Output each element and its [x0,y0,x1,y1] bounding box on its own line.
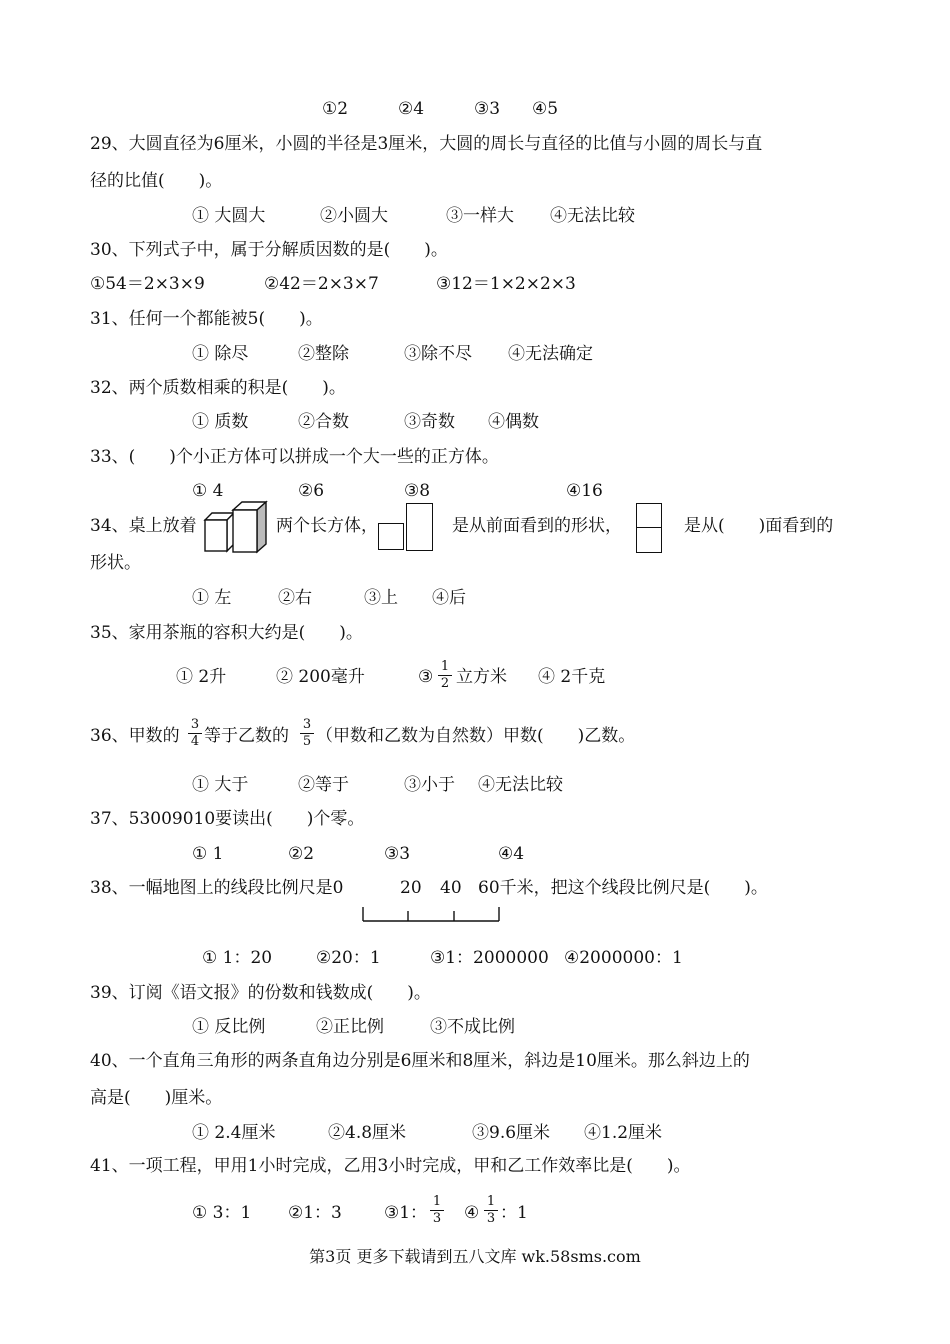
q37-option-4: ④4 [498,844,525,864]
q33-option-2: ②6 [298,481,325,501]
q29-option-3: ③一样大 [446,206,514,226]
q35-option-3-unit: 立方米 [456,667,507,687]
q34-text-part4: 是从( )面看到的 [684,516,834,536]
q40-text-line1: 40、一个直角三角形的两条直角边分别是6厘米和8厘米，斜边是10厘米。那么斜边上的 [90,1051,750,1071]
q35-fraction-numerator: 1 [438,660,452,676]
q37-option-3: ③3 [384,844,411,864]
q32-option-4: ④偶数 [488,412,539,432]
q34-side-view-top [636,503,662,529]
q38-scale-tick-20: 20 [400,878,422,898]
q41-fraction-a-numerator: 1 [430,1195,444,1211]
q34-front-view-tall [406,503,433,551]
q33-option-4: ④16 [566,481,603,501]
q37-text: 37、53009010要读出( )个零。 [90,809,365,829]
q31-option-2: ②整除 [298,344,349,364]
q38-text-part2: 60千米，把这个线段比例尺是( )。 [478,878,768,898]
q34-option-4: ④后 [432,588,466,608]
q36-text-part2: 等于乙数的 [204,726,289,746]
q33-option-3: ③8 [404,481,431,501]
q29-text-line2: 径的比值( )。 [90,171,223,191]
q36-option-1: ① 大于 [192,775,249,795]
q38-option-1: ① 1：20 [202,948,273,968]
q34-text-part3: 是从前面看到的形状， [452,516,622,536]
q37-option-1: ① 1 [192,844,224,864]
q40-option-4: ④1.2厘米 [584,1123,663,1143]
q30-option-2: ②42＝2×3×7 [264,274,379,294]
q30-text: 30、下列式子中，属于分解质因数的是( )。 [90,240,448,260]
q38-scale-tick-40: 40 [440,878,462,898]
q40-option-1: ① 2.4厘米 [192,1123,276,1143]
q35-option-2: ② 200毫升 [276,667,365,687]
q32-option-3: ③奇数 [404,412,455,432]
q41-fraction-b-numerator: 1 [484,1195,498,1211]
q28-option-1: ①2 [322,99,349,119]
q31-option-4: ④无法确定 [508,344,593,364]
q34-option-1: ① 左 [192,588,232,608]
q40-option-3: ③9.6厘米 [472,1123,551,1143]
q41-option-2: ②1：3 [288,1203,342,1223]
q30-option-1: ①54＝2×3×9 [90,274,205,294]
q35-option-1: ① 2升 [176,667,227,687]
q29-option-4: ④无法比较 [550,206,635,226]
q36-option-3: ③小于 [404,775,455,795]
q34-option-2: ②右 [278,588,312,608]
q38-text-part1: 38、一幅地图上的线段比例尺是0 [90,878,344,898]
q31-option-1: ① 除尽 [192,344,249,364]
q35-fraction-denominator: 2 [440,676,450,691]
q41-option-4-suffix: ：1 [500,1203,528,1223]
q34-tall-cuboid [233,502,266,552]
q39-option-2: ②正比例 [316,1017,384,1037]
q39-option-3: ③不成比例 [430,1017,515,1037]
q41-option-4-prefix: ④ [464,1203,480,1223]
q38-option-4: ④2000000：1 [564,948,683,968]
q28-option-3: ③3 [474,99,501,119]
q38-scale-bar [360,905,504,925]
q38-option-3: ③1：2000000 [430,948,549,968]
q41-fraction-one-third-b [484,1195,498,1226]
q36-fraction-three-quarters [188,718,202,749]
q38-option-2: ②20：1 [316,948,381,968]
q39-option-1: ① 反比例 [192,1017,266,1037]
q34-side-view-bottom [636,527,662,553]
q35-option-4: ④ 2千克 [538,667,606,687]
q36-text-part3: （甲数和乙数为自然数）甲数( )乙数。 [316,726,636,746]
q36-fraction-three-fifths [300,718,314,749]
page-footer: 第3页 更多下载请到五八文库 wk.58sms.com [309,1247,641,1266]
q32-option-1: ① 质数 [192,412,249,432]
q29-text-line1: 29、大圆直径为6厘米，小圆的半径是3厘米，大圆的周长与直径的比值与小圆的周长与直 [90,134,763,154]
q32-option-2: ②合数 [298,412,349,432]
q41-text: 41、一项工程，甲用1小时完成，乙用3小时完成，甲和乙工作效率比是( )。 [90,1156,691,1176]
q36-fraction2-numerator: 3 [300,718,314,734]
q36-option-4: ④无法比较 [478,775,563,795]
q40-text-line2: 高是( )厘米。 [90,1088,223,1108]
q36-fraction1-numerator: 3 [188,718,202,734]
q34-text-part1: 34、桌上放着 [90,516,197,536]
q34-option-3: ③上 [364,588,398,608]
q31-text: 31、任何一个都能被5( )。 [90,309,323,329]
q35-fraction-one-half [438,660,452,691]
q33-text: 33、( )个小正方体可以拼成一个大一些的正方体。 [90,447,499,467]
q40-option-2: ②4.8厘米 [328,1123,407,1143]
q41-option-3-prefix: ③1： [384,1203,428,1223]
q34-cuboids-figure [202,500,270,554]
q34-front-view-small [378,523,404,550]
q28-option-2: ②4 [398,99,425,119]
q30-option-3: ③12＝1×2×2×3 [436,274,576,294]
q37-option-2: ②2 [288,844,315,864]
q36-fraction1-denominator: 4 [190,734,200,749]
q41-fraction-a-denominator: 3 [432,1211,442,1226]
q35-option-3-prefix: ③ [418,667,434,687]
q29-option-1: ① 大圆大 [192,206,266,226]
q41-option-1: ① 3：1 [192,1203,252,1223]
q28-option-4: ④5 [532,99,559,119]
q29-option-2: ②小圆大 [320,206,388,226]
q36-fraction2-denominator: 5 [302,734,312,749]
q33-option-1: ① 4 [192,481,224,501]
q41-fraction-b-denominator: 3 [486,1211,496,1226]
q34-text-line2: 形状。 [90,553,141,573]
q41-fraction-one-third-a [430,1195,444,1226]
q32-text: 32、两个质数相乘的积是( )。 [90,378,346,398]
q34-small-cuboid [205,513,234,551]
q39-text: 39、订阅《语文报》的份数和钱数成( )。 [90,983,431,1003]
q36-option-2: ②等于 [298,775,349,795]
q35-text: 35、家用茶瓶的容积大约是( )。 [90,623,363,643]
q36-text-part1: 36、甲数的 [90,726,180,746]
q31-option-3: ③除不尽 [404,344,472,364]
q34-text-part2: 两个长方体， [276,516,378,536]
